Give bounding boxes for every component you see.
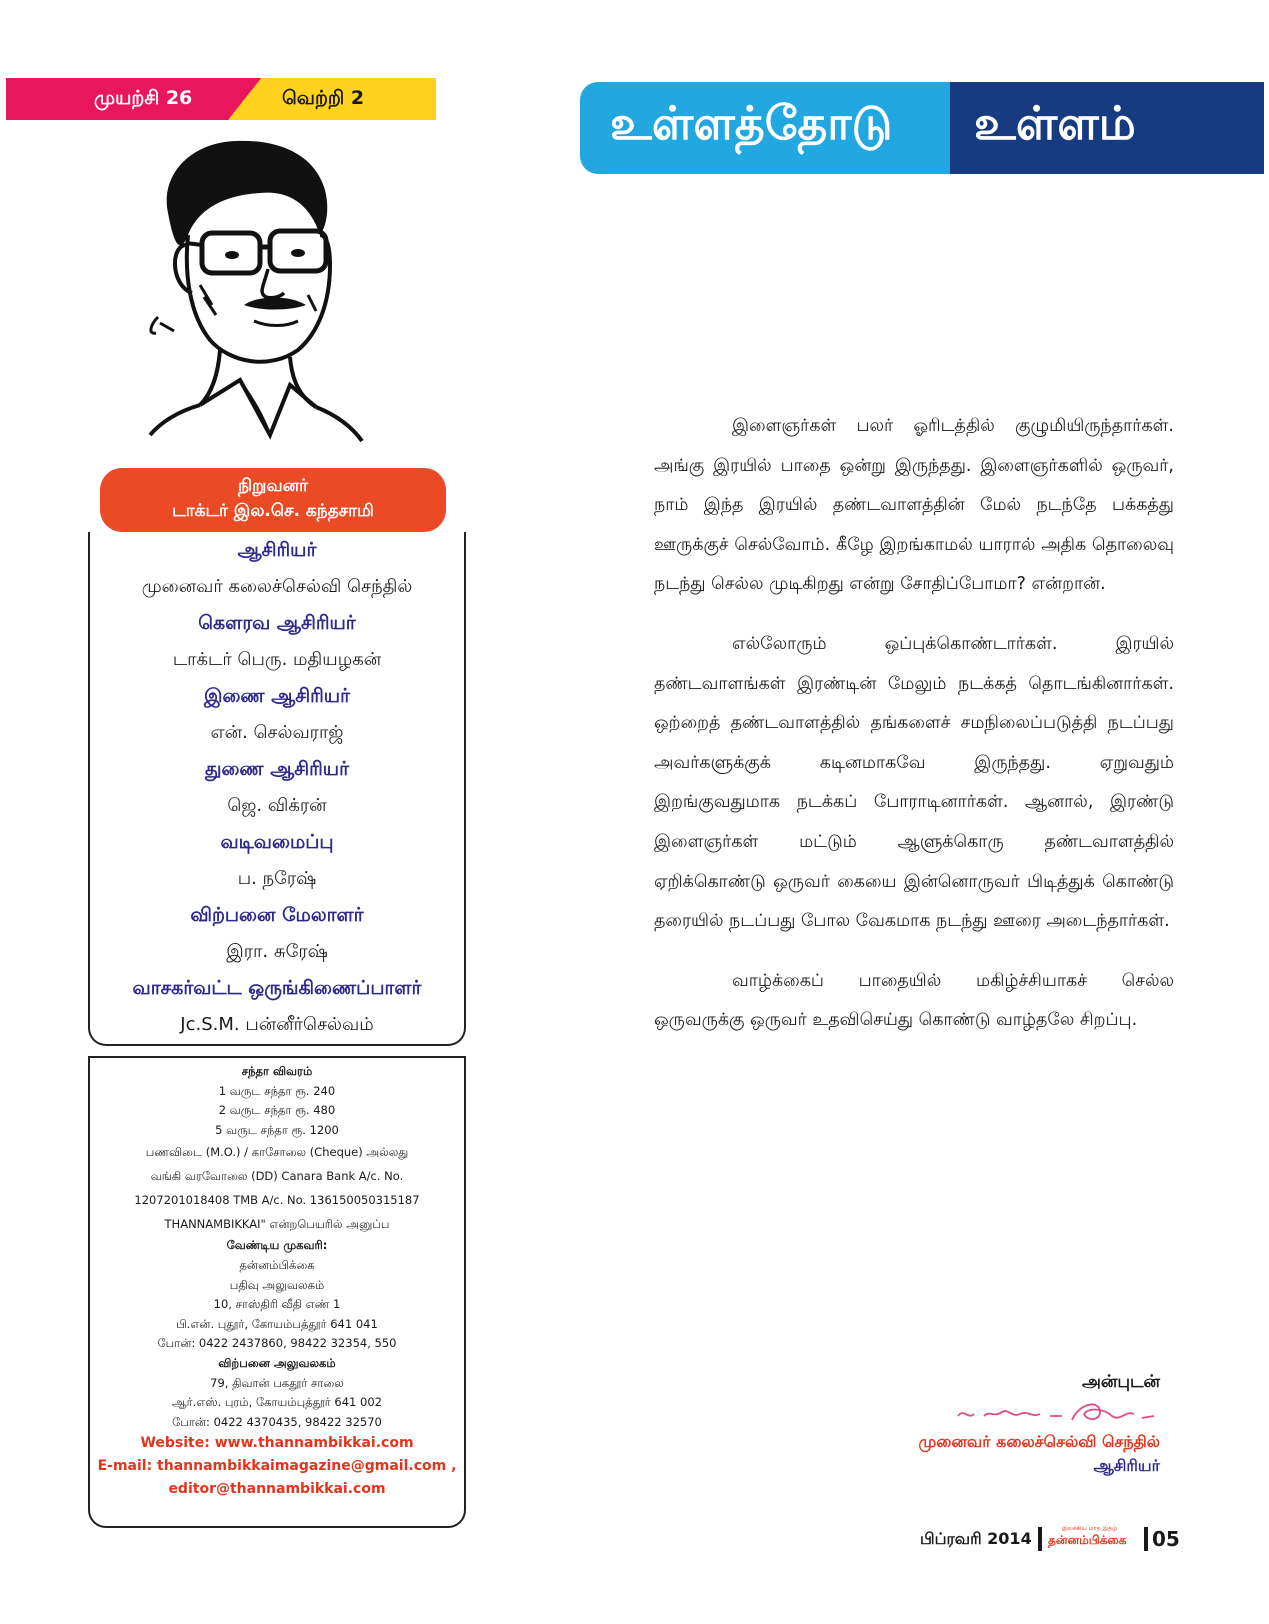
editorial-staff-box [88,532,466,1046]
staff-role-design: வடிவமைப்பு [220,831,334,853]
magazine-logo-name: தன்னம்பிக்கை [1048,1533,1127,1547]
sign-off: அன்புடன் [1081,1372,1160,1392]
payment-line: 1207201018408 TMB A/c. No. 136150050315187 [134,1193,420,1208]
title-part-2: உள்ளம் [974,96,1136,150]
staff-name-design: ப. நரேஷ் [237,867,317,889]
staff-name-associate-editor: என். செல்வராஜ் [210,721,344,743]
signature-block [860,1368,1160,1480]
issue-date: பிப்ரவரி 2014 [920,1529,1032,1548]
address-line: தன்னம்பிக்கை [239,1257,315,1272]
address-line: 10, சாஸ்திரி வீதி எண் 1 [213,1297,341,1312]
staff-role-editor: ஆசிரியர் [237,539,317,561]
staff-role-reader-coordinator: வாசகர்வட்ட ஒருங்கிணைப்பாளர் [132,977,422,999]
staff-name-honorary-editor: டாக்டர் பெரு. மதியழகன் [172,648,382,670]
staff-role-honorary-editor: கௌரவ ஆசிரியர் [198,612,356,634]
subscription-rate: 2 வருட சந்தா ரூ. 480 [218,1103,336,1118]
title-part-1: உள்ளத்தோடு [610,96,893,150]
email-link[interactable]: E-mail: thannambikkaimagazine@gmail.com , [97,1458,457,1475]
founder-portrait-illustration [140,135,370,450]
signatory-name: முனைவர் கலைச்செல்வி செந்தில் [918,1432,1160,1451]
page-number: 05 [1152,1527,1180,1551]
body-paragraph: இளைஞர்கள் பலர் ஓரிடத்தில் குழுமியிருந்தார்கள். அங்கு இரயில் பாதை ஒன்று இருந்தது. இளைஞர்களில் ஒருவர், நாம் இந்த இரயில் தண்டவாளத்தின் மேல் நடந்தே பக்கத்து ஊருக்குச் செல்வோம். கீழே இறங்காமல் யாரால் அதிக தொலைவு நடந்து செல்ல முடிகிறது என்று சோதிப்போமா? என்றான். [654,416,1174,595]
address-line: போன்: 0422 2437860, 98422 32354, 550 [157,1336,397,1351]
staff-name-sales-manager: இரா. சுரேஷ் [226,940,328,962]
success-tag: வெற்றி 2 [282,87,365,109]
editorial-body [654,407,1174,1061]
subscription-rate: 1 வருட சந்தா ரூ. 240 [218,1083,336,1098]
founder-badge [100,468,446,532]
address-line: பி.என். புதூர், கோயம்பத்தூர் 641 041 [176,1316,378,1331]
email-link-2[interactable]: editor@thannambikkai.com [168,1481,386,1498]
magazine-logo [1048,1525,1140,1553]
attempt-tag: முயற்சி 26 [94,87,193,109]
founder-label: நிறுவனர் [238,476,308,496]
staff-name-reader-coordinator: Jc.S.M. பன்னீர்செல்வம் [180,1013,374,1035]
staff-name-editor: முனைவர் கலைச்செல்வி செந்தில் [141,575,413,597]
handwritten-signature [950,1396,1160,1426]
staff-role-associate-editor: இணை ஆசிரியர் [203,685,351,707]
website-link[interactable]: Website: www.thannambikkai.com [140,1435,414,1452]
signatory-role: ஆசிரியர் [1093,1456,1160,1475]
title-banner [580,82,1264,174]
footer-divider [1038,1527,1042,1551]
staff-name-assistant-editor: ஜெ. விக்ரன் [227,794,327,816]
staff-role-sales-manager: விற்பனை மேலாளர் [190,904,364,926]
payment-line: வங்கி வரவோலை (DD) Canara Bank A/c. No. [150,1169,404,1184]
founder-name: டாக்டர் இல.செ. கந்தசாமி [172,501,374,521]
staff-list [90,532,464,1043]
magazine-logo-tagline: இலக்கிய மாத இதழ் [1062,1525,1117,1532]
footer-divider [1144,1527,1148,1551]
payment-line: THANNAMBIKKAI" என்றபெயரில் அனுப்ப [164,1217,390,1232]
body-paragraph: வாழ்க்கைப் பாதையில் மகிழ்ச்சியாகச் செல்ல ஒருவருக்கு ஒருவர் உதவிசெய்து கொண்டு வாழ்தலே சிறப்பு. [654,970,1174,1031]
sales-office-heading: விற்பனை அலுவலகம் [218,1355,336,1370]
sales-office-line: 79, திவான் பகதூர் சாலை [210,1375,344,1390]
staff-role-assistant-editor: துணை ஆசிரியர் [204,758,350,780]
subscription-box [88,1056,466,1528]
subscription-heading: சந்தா விவரம் [241,1064,313,1078]
payment-line: பணவிடை (M.O.) / காசோலை (Cheque) அல்லது [145,1145,409,1160]
page-footer [920,1525,1240,1555]
issue-tag-ribbon [6,78,436,120]
address-heading: வேண்டிய முகவரி: [226,1238,328,1253]
body-paragraph: எல்லோரும் ஒப்புக்கொண்டார்கள். இரயில் தண்டவாளங்கள் இரண்டின் மேலும் நடக்கத் தொடங்கினார்கள். ஒற்றைத் தண்டவாளத்தில் தங்களைச் சமநிலைப்படுத்தி நடப்பது அவர்களுக்குக் கடினமாகவே இருந்தது. ஏறுவதும் இறங்குவதுமாக நடக்கப் போராடினார்கள். ஆனால், இரண்டு இளைஞர்கள் மட்டும் ஆளுக்கொரு தண்டவாளத்தில் ஏறிக்கொண்டு ஒருவர் கையை இன்னொருவர் பிடித்துக் கொண்டு தரையில் நடப்பது போல வேகமாக நடந்து ஊரை அடைந்தார்கள். [654,633,1174,932]
subscription-rate: 5 வருட சந்தா ரூ. 1200 [215,1122,339,1137]
sales-office-line: போன்: 0422 4370435, 98422 32570 [172,1414,382,1429]
sales-office-line: ஆர்.எஸ். புரம், கோயம்புத்தூர் 641 002 [172,1395,382,1410]
address-line: பதிவு அலுவலகம் [229,1277,325,1292]
